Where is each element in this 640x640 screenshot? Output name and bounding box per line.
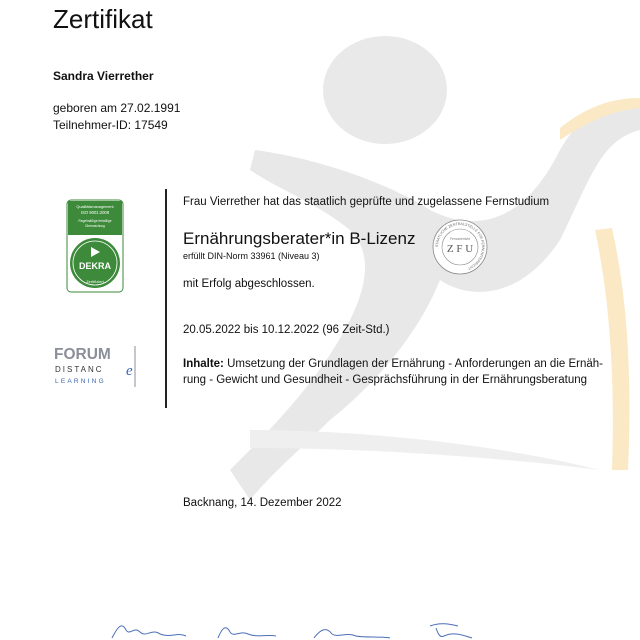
participant-id: Teilnehmer-ID: 17549 (53, 118, 168, 132)
dekra-top-line2: ISO 9001:2008 (80, 210, 110, 215)
course-period: 20.05.2022 bis 10.12.2022 (96 Zeit-Std.) (183, 324, 390, 336)
signatures-graphic (100, 612, 520, 640)
dekra-top-line4: Überwachung (85, 224, 105, 228)
intro-text: Frau Vierrether hat das staatlich geprüfte und zugelassene Fernstudium (183, 196, 550, 208)
completion-text: mit Erfolg abgeschlossen. (183, 278, 315, 290)
forum-logo-line2: DISTANC (55, 365, 104, 374)
contents-text: Umsetzung der Grundlagen der Ernährung - Anforderungen an die Ernäh-rung - Gewicht und Gesundheit - Gesprächsführung in der Ernährungsberatung (183, 358, 603, 386)
dekra-top-line1: Qualitätsmanagement (76, 205, 114, 209)
forum-logo-line3: LEARNING (55, 378, 106, 385)
recipient-name: Sandra Vierrether (53, 69, 154, 83)
contents-label: Inhalte: (183, 358, 224, 370)
zfu-ring-text: STAATLICHE ZENTRALSTELLE FÜR FERNUNTERRICHT (434, 221, 486, 271)
dekra-brand: DEKRA (78, 261, 112, 271)
dekra-seal-logo (66, 199, 124, 293)
certificate-title: Zertifikat (53, 4, 153, 34)
vertical-divider (165, 189, 167, 408)
zfu-letters: Z F U (446, 243, 474, 255)
birth-date: geboren am 27.02.1991 (53, 101, 181, 115)
course-contents (183, 356, 623, 388)
place-date: Backnang, 14. Dezember 2022 (183, 497, 342, 509)
forum-logo-line1: FORUM (54, 346, 111, 363)
norm-text: erfüllt DIN-Norm 33961 (Niveau 3) (183, 251, 320, 261)
forum-logo-e: e (126, 363, 133, 379)
forum-distance-learning-logo (53, 343, 143, 391)
zfu-seal (432, 219, 488, 275)
dekra-bottom: Zertifiziert (86, 279, 104, 284)
course-title: Ernährungsberater*in B-Lizenz (183, 229, 416, 248)
zfu-small-text: Fernunterricht (450, 237, 470, 241)
dekra-top-line3: Regelmäßige freiwillige (78, 219, 112, 223)
